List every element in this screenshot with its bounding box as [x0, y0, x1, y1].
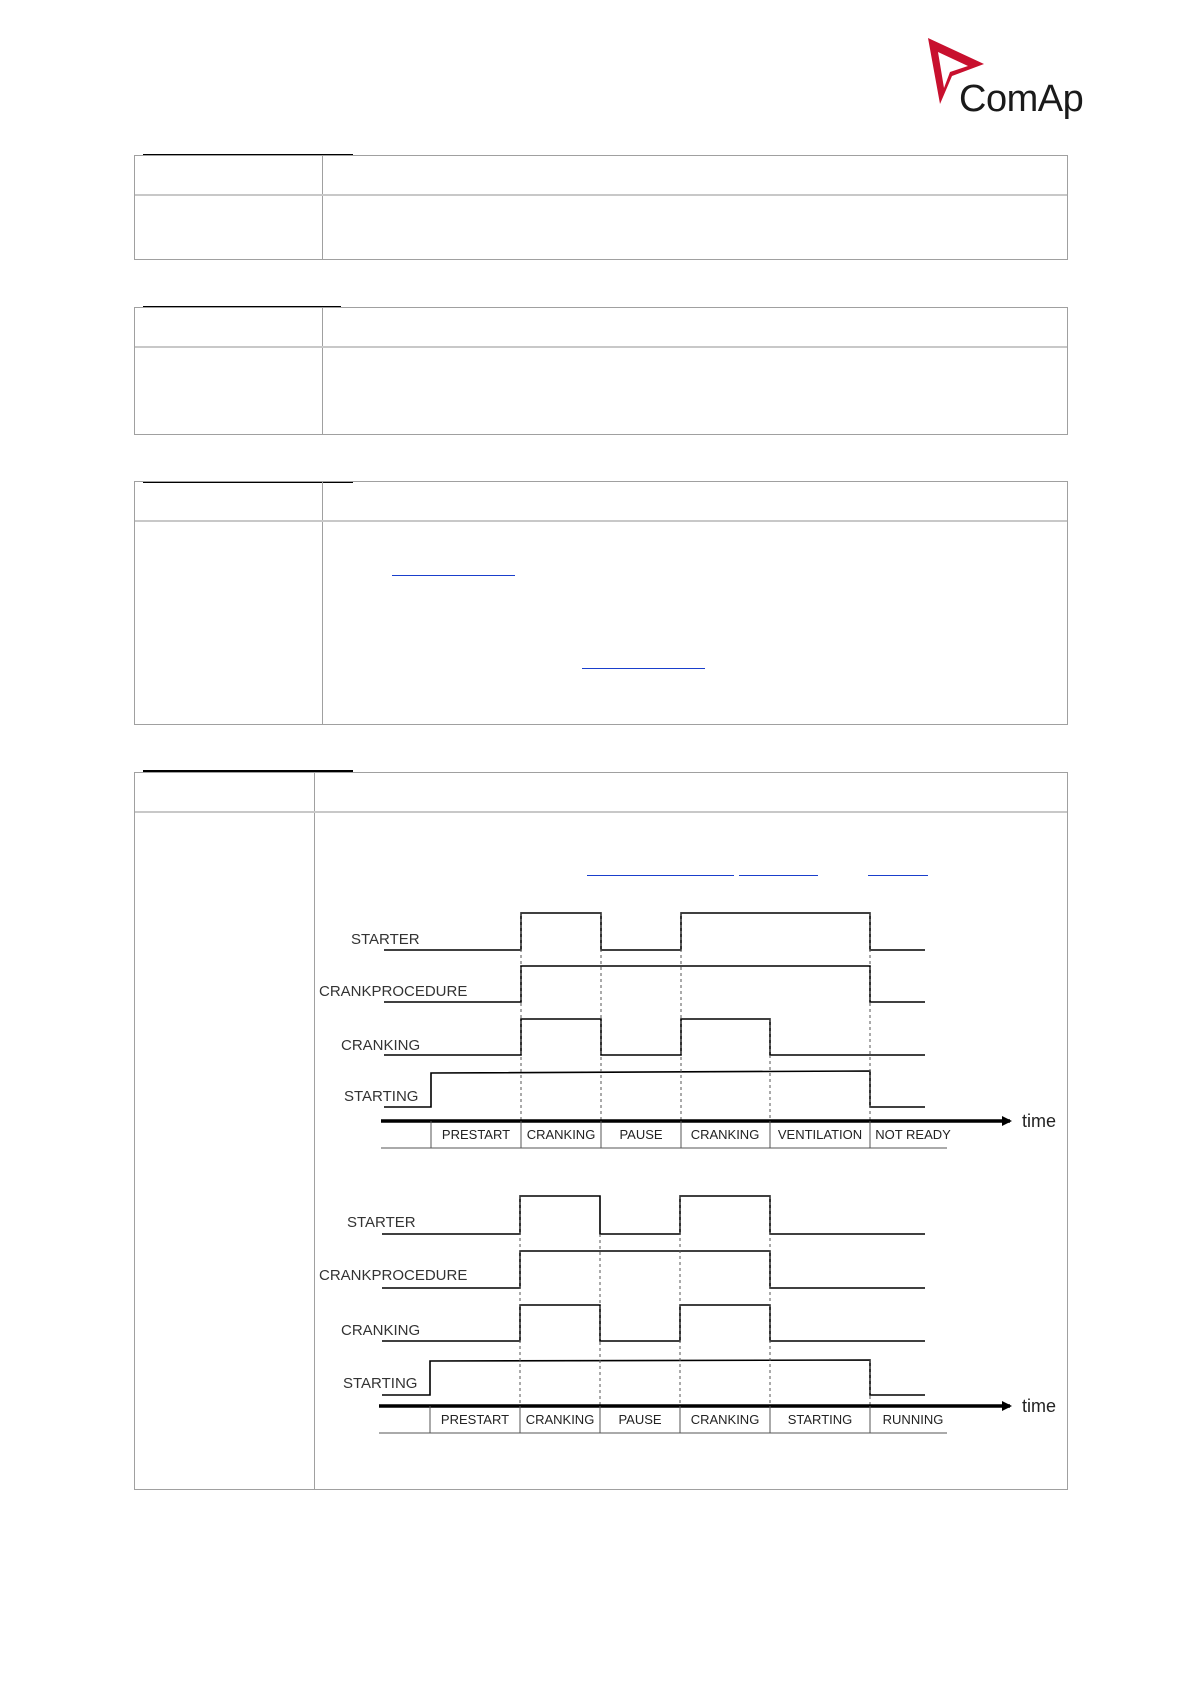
param-body-label: [135, 348, 323, 434]
phase-label: RUNNING: [882, 1412, 944, 1427]
param-header-label: [135, 773, 315, 811]
param-header-value: [323, 482, 1067, 520]
param-header-label: [135, 482, 323, 520]
phase-label: PAUSE: [619, 1127, 663, 1142]
param-table-4: [134, 772, 1068, 1490]
cross-reference-link[interactable]: [587, 859, 734, 876]
param-header-row: [135, 482, 1067, 522]
phase-label: VENTILATION: [777, 1127, 863, 1142]
param-header-value: [315, 773, 1067, 811]
section-title-1: [143, 136, 353, 156]
cross-reference-link[interactable]: [739, 859, 818, 876]
phase-label: PRESTART: [441, 1127, 511, 1142]
section-title-2: [143, 288, 341, 308]
logo-text: ComAp: [959, 78, 1084, 120]
param-body-label: [135, 196, 323, 259]
param-body-row: [135, 348, 1067, 434]
signal-label-cranking: CRANKING: [341, 1322, 421, 1339]
phase-label: STARTING: [787, 1412, 853, 1427]
param-header-label: [135, 308, 323, 346]
signal-label-cranking: CRANKING: [341, 1037, 421, 1054]
param-body-text: [323, 522, 1067, 724]
cross-reference-link[interactable]: [582, 652, 705, 669]
cross-reference-link[interactable]: [868, 859, 928, 876]
time-axis-label: time: [1022, 1396, 1057, 1416]
section-title-4: [143, 752, 353, 772]
signal-label-crankprocedure: CRANKPROCEDURE: [319, 983, 468, 1000]
param-table-1: [134, 155, 1068, 260]
phase-label: NOT READY: [875, 1127, 951, 1142]
phase-label: PRESTART: [440, 1412, 510, 1427]
param-body-row: [135, 196, 1067, 259]
param-header-row: [135, 773, 1067, 813]
param-header-label: [135, 156, 323, 194]
section-title-3: [143, 463, 353, 483]
param-header-row: [135, 308, 1067, 348]
signal-label-starter: STARTER: [351, 931, 420, 948]
param-body-text: [315, 813, 1067, 1489]
param-body-text: [323, 348, 1067, 434]
param-header-value: [323, 308, 1067, 346]
signal-label-starter: STARTER: [347, 1214, 416, 1231]
param-body-label: [135, 522, 323, 724]
param-body-row: [135, 813, 1067, 1489]
param-header-value: [323, 156, 1067, 194]
param-header-row: [135, 156, 1067, 196]
param-table-2: [134, 307, 1068, 435]
param-table-3: [134, 481, 1068, 725]
phase-label: CRANKING: [690, 1127, 760, 1142]
phase-label: PAUSE: [618, 1412, 662, 1427]
phase-label: CRANKING: [525, 1412, 595, 1427]
phase-label: CRANKING: [690, 1412, 760, 1427]
param-body-row: [135, 522, 1067, 724]
time-axis-label: time: [1022, 1111, 1057, 1131]
signal-label-starting: STARTING: [344, 1088, 419, 1105]
comap-logo: [922, 36, 1092, 126]
param-body-text: [323, 196, 1067, 259]
signal-label-crankprocedure: CRANKPROCEDURE: [319, 1267, 468, 1284]
signal-label-starting: STARTING: [343, 1375, 418, 1392]
cross-reference-link[interactable]: [392, 559, 515, 576]
param-body-label: [135, 813, 315, 1489]
phase-label: CRANKING: [526, 1127, 596, 1142]
